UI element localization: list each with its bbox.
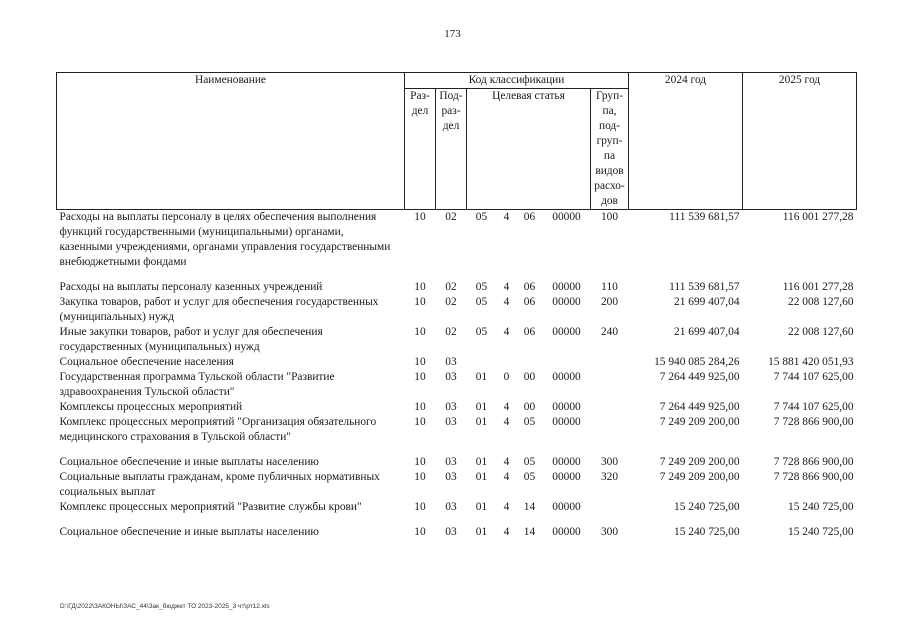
page-number: 173 xyxy=(444,28,461,40)
row-amount-2025: 15 881 420 051,93 xyxy=(768,356,854,368)
table-row xyxy=(57,295,857,325)
row-cs-type: 4 xyxy=(503,456,510,468)
row-name: Социальное обеспечение и иные выплаты населению xyxy=(59,456,319,468)
row-razdel: 10 xyxy=(414,501,426,513)
row-cs-program: 01 xyxy=(475,456,488,468)
gruppa-line: Груп- xyxy=(596,90,623,102)
razdel-line: дел xyxy=(411,105,429,117)
row-cs-program: 01 xyxy=(475,526,488,538)
row-podrazdel: 03 xyxy=(445,401,457,413)
row-cs-item: 05 xyxy=(523,471,536,483)
header-razdel xyxy=(405,89,436,210)
row-cs-type: 4 xyxy=(503,326,510,338)
row-name: Государственная программа Тульской области "Развитие здравоохранения Тульской области" xyxy=(59,371,335,398)
row-cs-type: 4 xyxy=(503,296,510,308)
row-razdel: 10 xyxy=(414,401,426,413)
row-amount-2025: 15 240 725,00 xyxy=(788,501,854,513)
budget-table xyxy=(56,72,857,540)
row-cs-item: 06 xyxy=(523,211,536,223)
row-cs-item xyxy=(517,355,543,370)
row-vid-rashodov: 300 xyxy=(600,456,619,468)
row-podrazdel: 02 xyxy=(445,281,457,293)
row-cs-program: 05 xyxy=(475,326,488,338)
row-cs-direction: 00000 xyxy=(552,471,581,483)
row-amount-2024: 7 249 209 200,00 xyxy=(659,471,740,483)
row-cs-direction: 00000 xyxy=(552,501,581,513)
razdel-line: Раз- xyxy=(410,90,430,102)
row-cs-type: 4 xyxy=(503,526,510,538)
row-amount-2024: 7 264 449 925,00 xyxy=(659,371,740,383)
table-row xyxy=(57,355,857,370)
row-podrazdel: 03 xyxy=(445,526,457,538)
row-cs-program: 01 xyxy=(475,471,488,483)
row-amount-2024: 15 240 725,00 xyxy=(674,526,740,538)
row-razdel: 10 xyxy=(414,296,426,308)
row-cs-type: 4 xyxy=(503,211,510,223)
row-cs-program: 01 xyxy=(475,371,488,383)
row-cs-item: 05 xyxy=(523,456,536,468)
row-name: Социальное обеспечение и иные выплаты населению xyxy=(59,526,319,538)
row-cs-direction: 00000 xyxy=(552,401,581,413)
row-razdel: 10 xyxy=(414,471,426,483)
row-cs-item: 05 xyxy=(523,416,536,428)
header-year-2025: 2025 год xyxy=(743,73,857,210)
row-razdel: 10 xyxy=(414,326,426,338)
row-cs-direction: 00000 xyxy=(552,281,581,293)
row-podrazdel: 03 xyxy=(445,416,457,428)
row-name: Расходы на выплаты персоналу казенных учреждений xyxy=(59,281,323,293)
row-amount-2025: 15 240 725,00 xyxy=(788,526,854,538)
row-cs-direction: 00000 xyxy=(552,326,581,338)
row-vid-rashodov: 300 xyxy=(600,526,619,538)
row-name: Социальное обеспечение населения xyxy=(59,356,234,368)
podrazdel-line: Под- xyxy=(439,90,463,102)
header-code-group: Код классификации xyxy=(405,73,629,89)
table-row xyxy=(57,370,857,400)
row-amount-2025: 7 728 866 900,00 xyxy=(773,416,854,428)
row-cs-item: 00 xyxy=(523,401,536,413)
row-cs-item: 14 xyxy=(523,526,536,538)
row-razdel: 10 xyxy=(414,371,426,383)
row-amount-2025: 7 728 866 900,00 xyxy=(773,456,854,468)
row-cs-item: 06 xyxy=(523,281,536,293)
table-row xyxy=(57,280,857,295)
row-cs-program: 05 xyxy=(475,211,488,223)
row-amount-2024: 15 240 725,00 xyxy=(674,501,740,513)
row-vid-rashodov: 320 xyxy=(600,471,619,483)
row-cs-type: 4 xyxy=(503,501,510,513)
row-name: Расходы на выплаты персоналу в целях обеспечения выполнения функций государственными (муниципальными) органами, казенными учреждениями, органами управления государственными внебюджетными фондами xyxy=(59,211,391,268)
row-amount-2025: 7 728 866 900,00 xyxy=(773,471,854,483)
row-cs-type: 4 xyxy=(503,471,510,483)
row-cs-direction: 00000 xyxy=(552,456,581,468)
row-cs-program: 01 xyxy=(475,416,488,428)
row-spacer xyxy=(57,445,857,455)
row-amount-2025: 22 008 127,60 xyxy=(788,296,854,308)
row-name: Комплексы процессных мероприятий xyxy=(59,401,243,413)
gruppa-line: расхо- xyxy=(594,180,625,192)
row-amount-2025: 7 744 107 625,00 xyxy=(773,371,854,383)
row-cs-direction: 00000 xyxy=(552,296,581,308)
row-podrazdel: 03 xyxy=(445,501,457,513)
row-amount-2024: 21 699 407,04 xyxy=(674,296,740,308)
table-header xyxy=(57,73,857,210)
row-razdel: 10 xyxy=(414,416,426,428)
row-spacer-cell xyxy=(57,445,857,455)
row-razdel: 10 xyxy=(414,281,426,293)
header-celevaya: Целевая статья xyxy=(467,89,591,210)
row-amount-2025: 7 744 107 625,00 xyxy=(773,401,854,413)
row-vid-rashodov: 110 xyxy=(601,281,618,293)
row-cs-program: 05 xyxy=(475,296,488,308)
row-razdel: 10 xyxy=(414,456,426,468)
table-row xyxy=(57,455,857,470)
row-podrazdel: 03 xyxy=(445,356,457,368)
gruppa-line: видов xyxy=(595,165,624,177)
row-name: Социальные выплаты гражданам, кроме публичных нормативных социальных выплат xyxy=(59,471,380,498)
row-razdel: 10 xyxy=(414,526,426,538)
row-razdel: 10 xyxy=(414,356,426,368)
row-vid-rashodov xyxy=(591,415,629,445)
row-cs-item: 00 xyxy=(523,371,536,383)
gruppa-line: дов xyxy=(601,195,618,207)
header-name: Наименование xyxy=(57,73,405,210)
row-vid-rashodov: 200 xyxy=(600,296,619,308)
row-cs-type: 4 xyxy=(503,416,510,428)
row-podrazdel: 03 xyxy=(445,456,457,468)
table-row xyxy=(57,210,857,271)
gruppa-line: па, xyxy=(602,105,617,117)
row-spacer xyxy=(57,270,857,280)
table-row xyxy=(57,500,857,515)
file-path-footer: D:\ГД\2022\ЗАКОНЫ\ЗАС_44\Зак_бюджет ТО 2023-2025_3 чт\рт12.xls xyxy=(60,603,270,610)
row-cs-direction: 00000 xyxy=(552,526,581,538)
row-vid-rashodov: 100 xyxy=(600,211,619,223)
row-cs-direction: 00000 xyxy=(552,416,581,428)
row-cs-item: 14 xyxy=(523,501,536,513)
table-row xyxy=(57,525,857,540)
row-vid-rashodov xyxy=(591,370,629,400)
row-spacer xyxy=(57,515,857,525)
row-amount-2025: 116 001 277,28 xyxy=(782,211,854,223)
row-amount-2025: 22 008 127,60 xyxy=(788,326,854,338)
row-cs-type xyxy=(497,355,517,370)
row-amount-2024: 7 264 449 925,00 xyxy=(659,401,740,413)
podrazdel-line: раз- xyxy=(441,105,461,117)
row-podrazdel: 03 xyxy=(445,471,457,483)
row-spacer-cell xyxy=(57,270,857,280)
table-row xyxy=(57,400,857,415)
row-amount-2024: 15 940 085 284,26 xyxy=(654,356,740,368)
row-name: Комплекс процессных мероприятий "Развитие службы крови" xyxy=(59,501,362,513)
row-cs-program: 01 xyxy=(475,501,488,513)
row-cs-type: 4 xyxy=(503,281,510,293)
row-amount-2024: 111 539 681,57 xyxy=(669,211,740,223)
gruppa-line: под- xyxy=(598,120,621,132)
row-razdel: 10 xyxy=(414,211,426,223)
table-body xyxy=(57,210,857,541)
row-cs-item: 06 xyxy=(523,326,536,338)
row-amount-2024: 7 249 209 200,00 xyxy=(659,416,740,428)
row-vid-rashodov xyxy=(591,400,629,415)
table-row xyxy=(57,325,857,355)
gruppa-line: груп- xyxy=(596,135,623,147)
row-amount-2024: 7 249 209 200,00 xyxy=(659,456,740,468)
header-gruppa xyxy=(591,89,629,210)
row-vid-rashodov: 240 xyxy=(600,326,619,338)
row-cs-type: 4 xyxy=(503,401,510,413)
row-podrazdel: 03 xyxy=(445,371,457,383)
row-name: Иные закупки товаров, работ и услуг для обеспечения государственных (муниципальных) нужд xyxy=(59,326,323,353)
row-cs-type: 0 xyxy=(503,371,510,383)
row-podrazdel: 02 xyxy=(445,211,457,223)
row-podrazdel: 02 xyxy=(445,326,457,338)
row-amount-2024: 21 699 407,04 xyxy=(674,326,740,338)
row-cs-direction: 00000 xyxy=(552,371,581,383)
row-cs-program: 01 xyxy=(475,401,488,413)
row-podrazdel: 02 xyxy=(445,296,457,308)
podrazdel-line: дел xyxy=(442,120,460,132)
gruppa-line: па xyxy=(603,150,616,162)
row-cs-program: 05 xyxy=(475,281,488,293)
row-vid-rashodov xyxy=(591,500,629,515)
row-cs-direction xyxy=(543,355,591,370)
table-row xyxy=(57,415,857,445)
row-vid-rashodov xyxy=(591,355,629,370)
row-cs-program xyxy=(467,355,497,370)
table-row xyxy=(57,470,857,500)
row-spacer-cell xyxy=(57,515,857,525)
row-amount-2025: 116 001 277,28 xyxy=(782,281,854,293)
header-podrazdel xyxy=(436,89,467,210)
header-year-2024: 2024 год xyxy=(629,73,743,210)
row-cs-direction: 00000 xyxy=(552,211,581,223)
row-name: Закупка товаров, работ и услуг для обеспечения государственных (муниципальных) нужд xyxy=(59,296,379,323)
row-amount-2024: 111 539 681,57 xyxy=(669,281,740,293)
row-cs-item: 06 xyxy=(523,296,536,308)
row-name: Комплекс процессных мероприятий "Организация обязательного медицинского страхования в Тульской области" xyxy=(59,416,377,443)
